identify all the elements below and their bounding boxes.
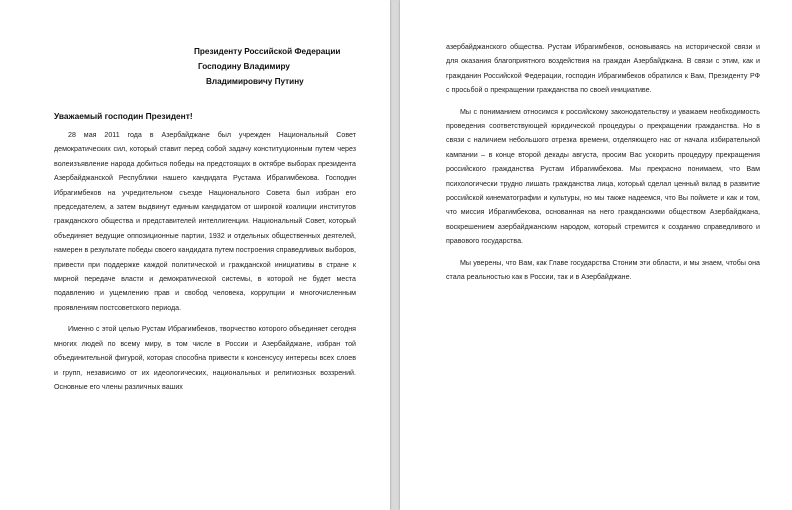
body-paragraph: Мы с пониманием относимся к российскому законодательству и уважаем необходимость проведения соответствующей юридической процедуры о прекращении гражданства. Но в связи с наличием небольшого отрезка времени, отделяющего нас от начала избирательной кампании – в конце второй декады августа, просим Вас ускорить процедуру прекращения российского гражданства Рустам Ибрагимбекова. Мы прекрасно понимаем, что Вам психологически трудно лишать гражданства лица, который сделал ценный вклад в развитие российской кинематографии и культуры, но мы также надеемся, что Вы поймете и как и том, что миссия Ибрагимбекова, основанная на него гражданскими обществом Азербайджана, воскрешением азербайджанским народом, который стремится к созданию справедливого и правового государства. — [446, 107, 760, 246]
body-paragraph: азербайджанского общества. Рустам Ибрагимбеков, основываясь на исторической связи и для оказания благоприятного воздействия на граждан Азербайджана. В связи с этим, как и гражданин Российской Федерации, господин Ибрагимбеков обратился к Вам, Президенту РФ с просьбой о прекращении гражданства по своей инициативе. — [446, 43, 760, 95]
addressee-line: Президенту Российской Федерации — [194, 47, 341, 56]
greeting: Уважаемый господин Президент! — [54, 111, 193, 121]
addressee-line: Владимировичу Путину — [206, 77, 304, 86]
addressee-line: Господину Владимиру — [198, 62, 290, 71]
document-page-left — [0, 0, 390, 510]
addressee-block — [194, 44, 356, 89]
document-page-right — [400, 0, 792, 510]
body-paragraph: 28 мая 2011 года в Азербайджане был учрежден Национальный Совет демократических сил, который ставит перед собой задачу конституционным путем через волеизъявление народа добиться победы на предстоящих в октябре выборах президента Азербайджанской Республики нашего кандидата Рустама Ибрагимбекова. Господин Ибрагимбеков на учредительном съезде Национального Совета был избран его председателем, а затем выдвинут единым кандидатом от широкой коалиции институтов гражданского общества и представителей интеллигенции. Национальный Совет, который объединяет ведущие оппозиционные партии, 1932 и отдельных общественных деятелей, намерен в результате победы своего кандидата путем построения справедливых выборов, привести при поддержке каждой политической и гражданской инициативы в стране к мирной передаче власти и демократической системы, в которой не будет места подавлению и ущемлению прав и свобод человека, коррупции и многочисленным проявлениям постсоветского периода. — [54, 131, 356, 312]
body-paragraph: Мы уверены, что Вам, как Главе государства Стоним эти области, и мы знаем, чтобы она стала реальностью как в России, так и в Азербайджане. — [446, 258, 760, 282]
body-paragraph: Именно с этой целью Рустам Ибрагимбеков, творчество которого объединяет сегодня многих людей по всему миру, в том числе в России и Азербайджане, избран той объединительной фигурой, которая способна привести к консенсусу интересы всех слоев и групп, независимо от их идеологических, национальных и религиозных воззрений. Основные его члены различных ваших — [54, 325, 356, 391]
